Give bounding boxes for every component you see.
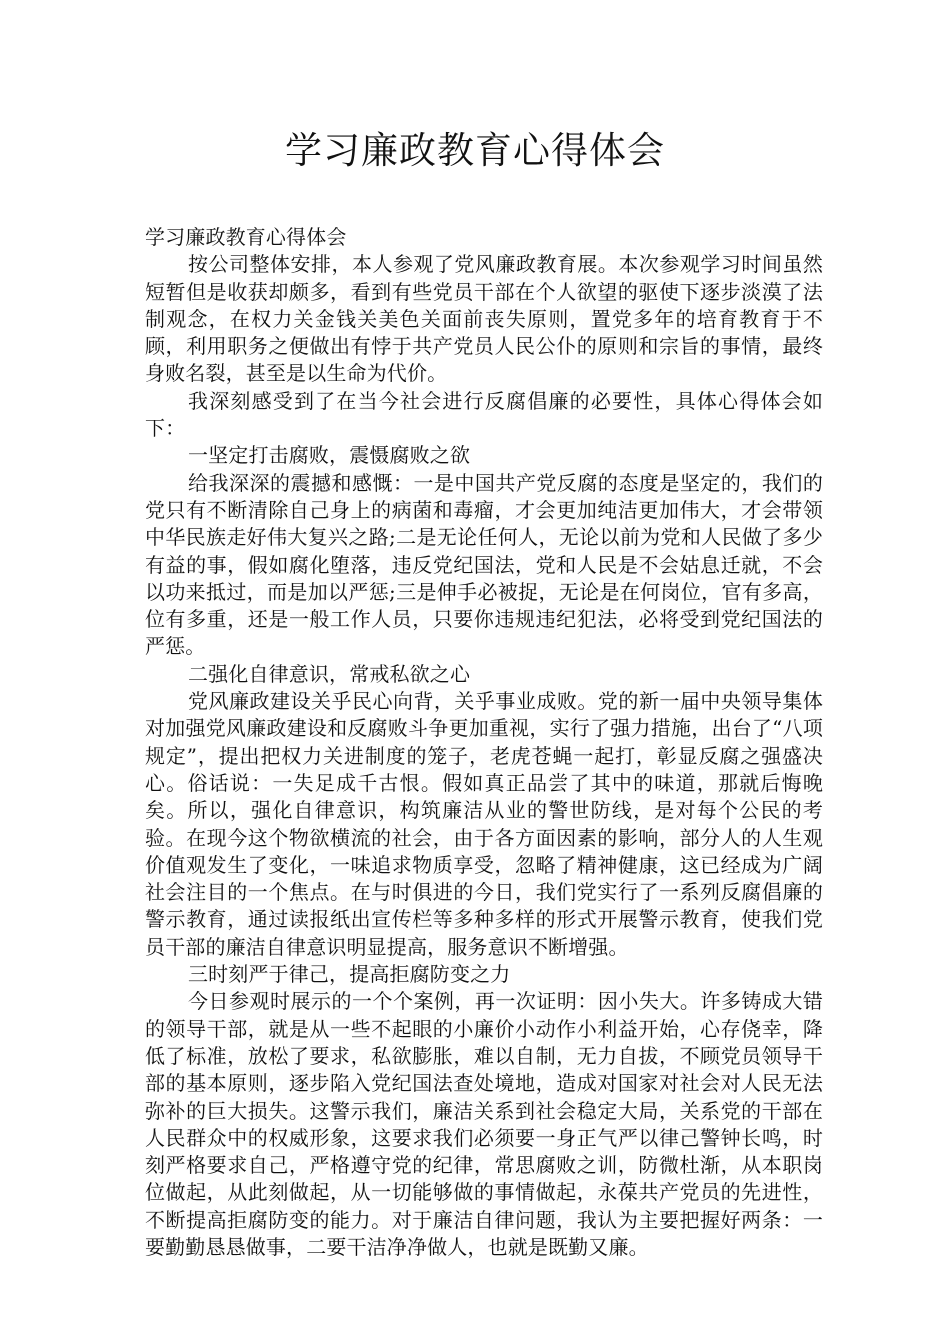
paragraph-section-1: 给我深深的震撼和感慨：一是中国共产党反腐的态度是坚定的，我们的党只有不断清除自己身上的病菌和毒瘤，才会更加纯洁更加伟大，才会带领中华民族走好伟大复兴之路;二是无论任何人，无论以前为党和人民做了多少有益的事，假如腐化堕落，违反党纪国法，党和人民是不会姑息迁就，不会以功来抵过，而是加以严惩;三是伸手必被捉，无论是在何岗位，官有多高，位有多重，还是一般工作人员，只要你违规违纪犯法，必将受到党纪国法的严惩。 [145, 470, 823, 659]
paragraph-section-2: 党风廉政建设关乎民心向背，关乎事业成败。党的新一届中央领导集体对加强党风廉政建设和反腐败斗争更加重视，实行了强力措施，出台了“八项规定”，提出把权力关进制度的笼子，老虎苍蝇一起打，彰显反腐之强盛决心。俗话说：一失足成千古恨。假如真正品尝了其中的味道，那就后悔晚矣。所以，强化自律意识，构筑廉洁从业的警世防线，是对每个公民的考验。在现今这个物欲横流的社会，由于各方面因素的影响，部分人的人生观价值观发生了变化，一味追求物质享受，忽略了精神健康，这已经成为广阔社会注目的一个焦点。在与时俱进的今日，我们党实行了一系列反腐倡廉的警示教育，通过读报纸出宣传栏等多种多样的形式开展警示教育，使我们党员干部的廉洁自律意识明显提高，服务意识不断增强。 [145, 689, 823, 959]
paragraph-subtitle: 学习廉政教育心得体会 [145, 225, 347, 249]
section-heading-3: 三时刻严于律己，提高拒腐防变之力 [188, 962, 511, 987]
paragraph-summary: 我深刻感受到了在当今社会进行反腐倡廉的必要性，具体心得体会如下： [145, 388, 823, 441]
paragraph-section-3: 今日参观时展示的一个个案例，再一次证明：因小失大。许多铸成大错的领导干部，就是从一些不起眼的小廉价小动作小利益开始，心存侥幸，降低了标准，放松了要求，私欲膨胀，难以自制，无力自拔，不顾党员领导干部的基本原则，逐步陷入党纪国法查处境地，造成对国家对社会对人民无法弥补的巨大损失。这警示我们，廉洁关系到社会稳定大局，关系党的干部在人民群众中的权威形象，这要求我们必须要一身正气严以律己警钟长鸣，时刻严格要求自己，严格遵守党的纪律，常思腐败之训，防微杜渐，从本职岗位做起，从此刻做起，从一切能够做的事情做起，永葆共产党员的先进性，不断提高拒腐防变的能力。对于廉洁自律问题，我认为主要把握好两条：一要勤勤恳恳做事，二要干洁净净做人，也就是既勤又廉。 [145, 989, 823, 1259]
section-heading-1: 一坚定打击腐败，震慑腐败之欲 [188, 443, 471, 468]
section-heading-2: 二强化自律意识，常戒私欲之心 [188, 661, 471, 686]
paragraph-intro: 按公司整体安排，本人参观了党风廉政教育展。本次参观学习时间虽然短暂但是收获却颇多，看到有些党员干部在个人欲望的驱使下逐步淡漠了法制观念，在权力关金钱关美色关面前丧失原则，置党多年的培育教育于不顾，利用职务之便做出有悖于共产党员人民公仆的原则和宗旨的事情，最终身败名裂，甚至是以生命为代价。 [145, 252, 823, 386]
document-title: 学习廉政教育心得体会 [285, 129, 665, 172]
document-body [145, 224, 823, 1261]
